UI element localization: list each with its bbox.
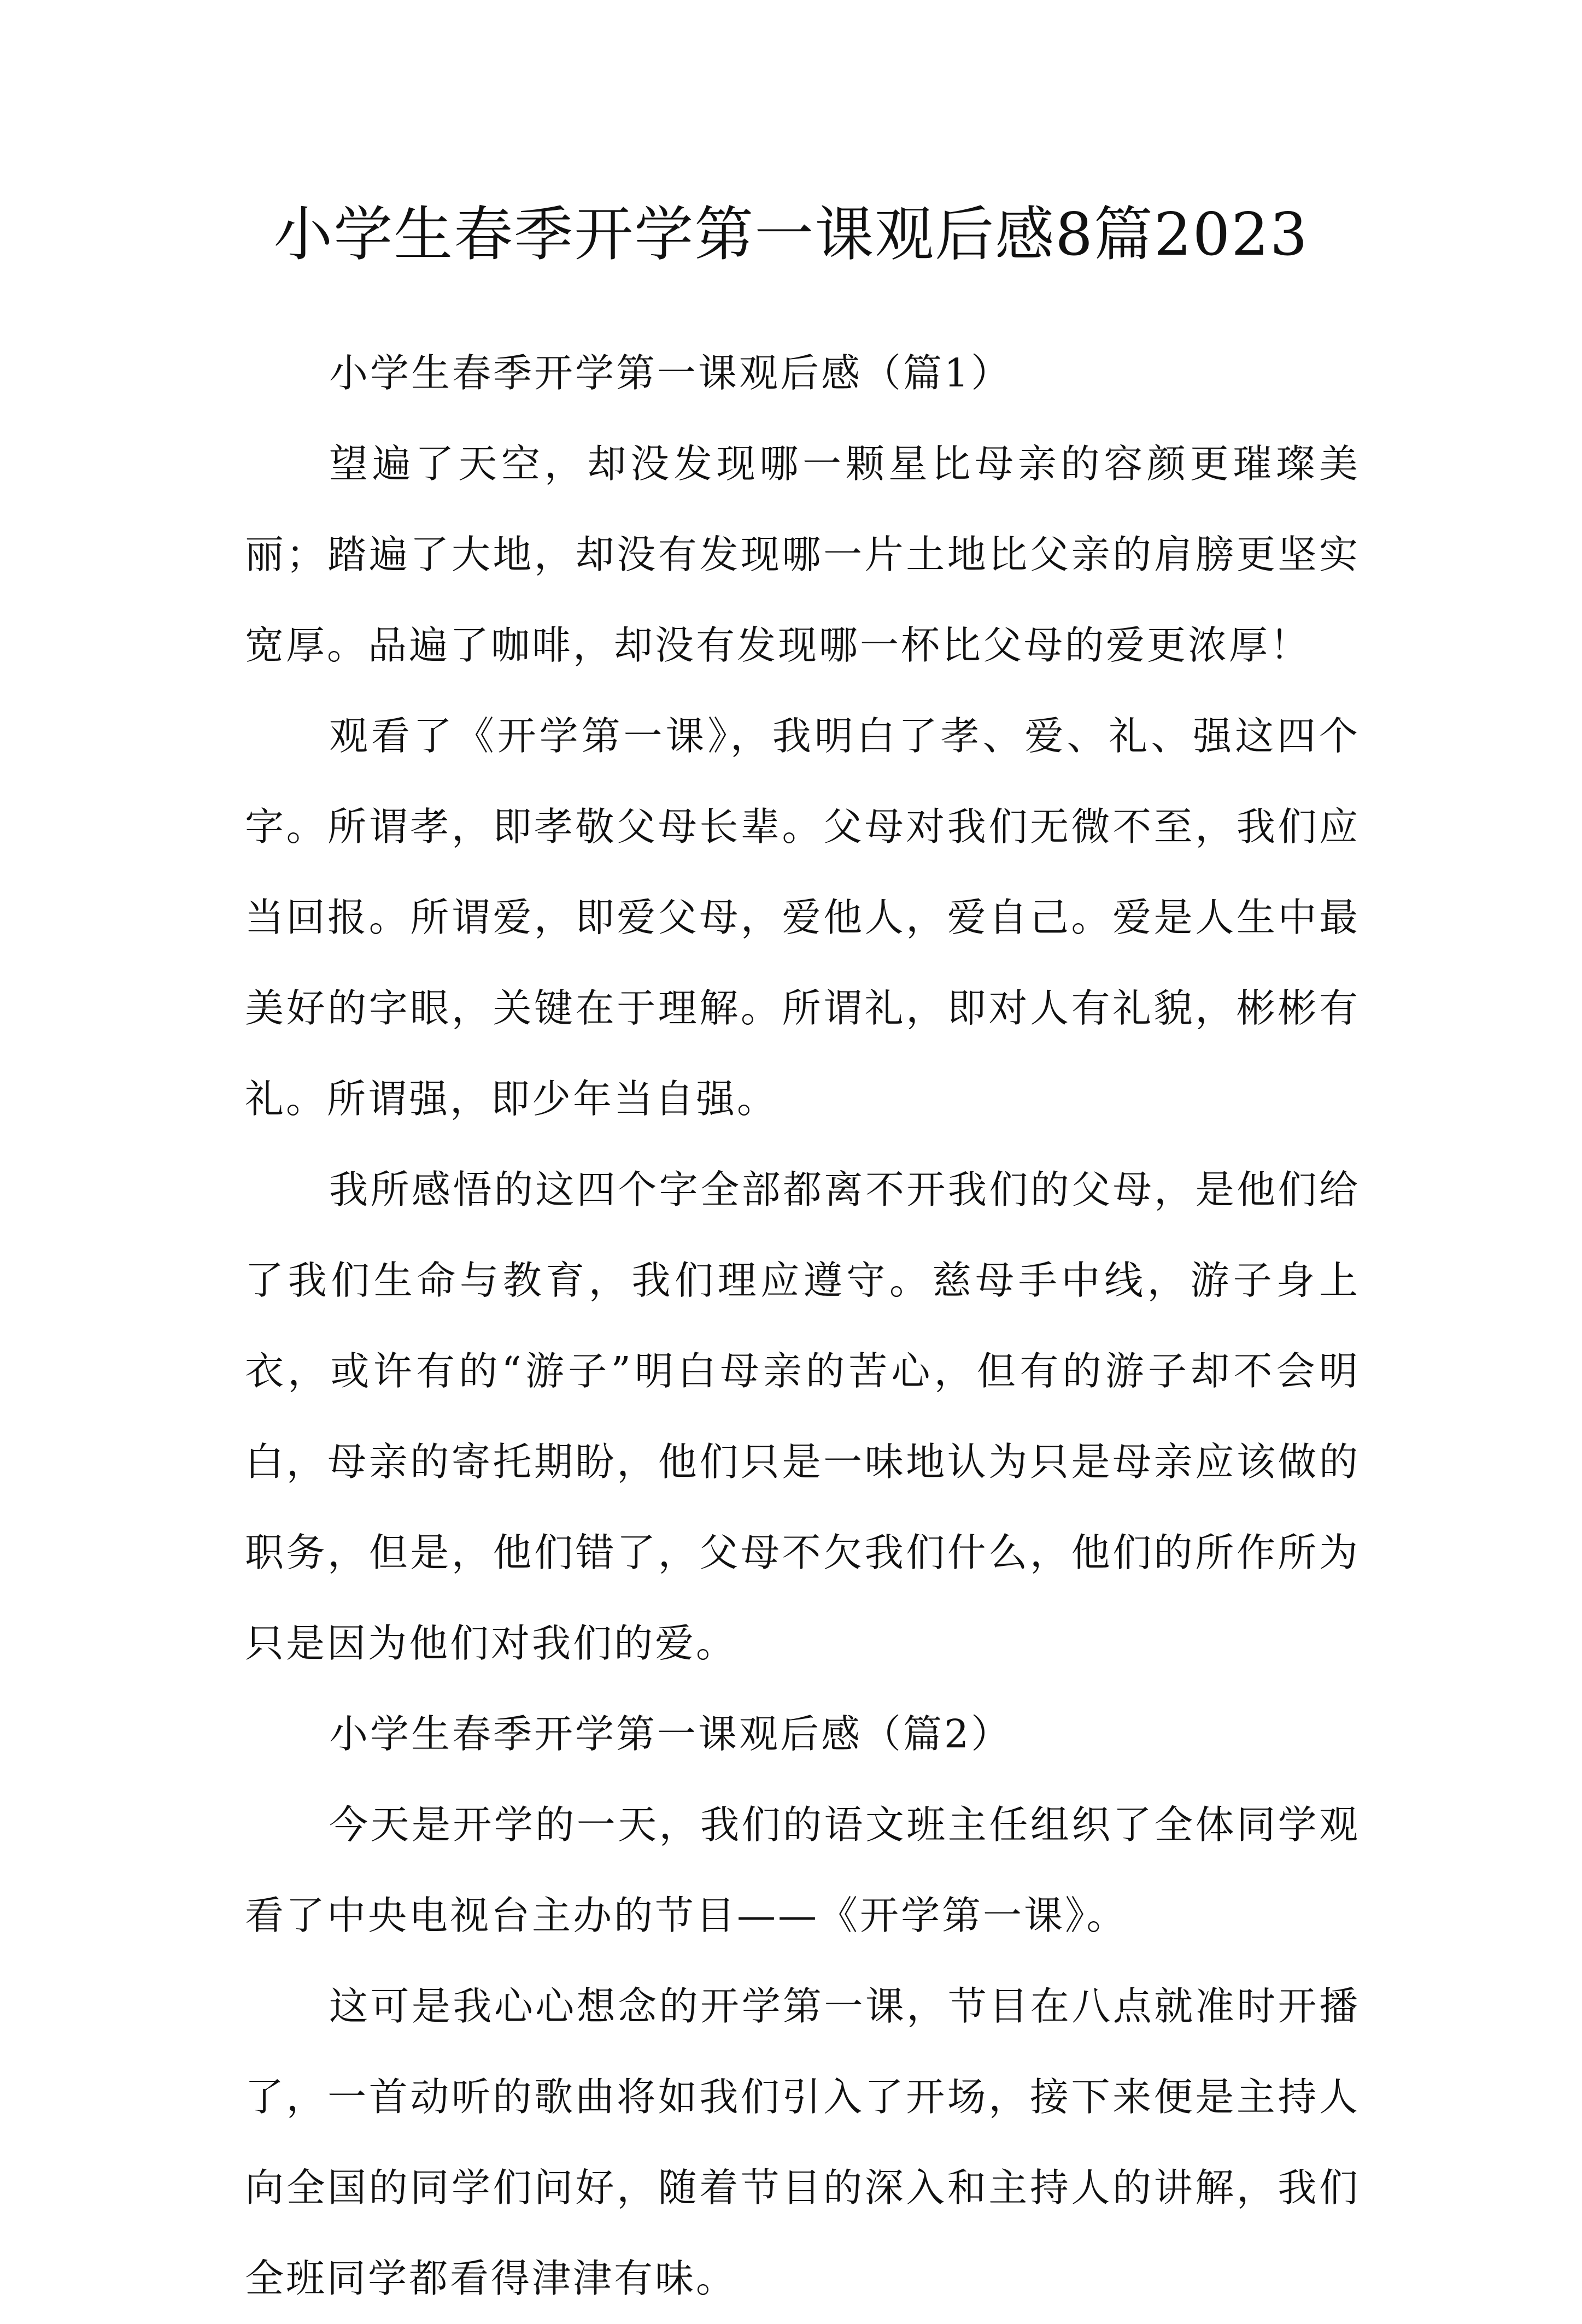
paragraph: 观看了《开学第一课》，我明白了孝、爱、礼、强这四个字。所谓孝，即孝敬父母长辈。父母对我们无微不至，我们应当回报。所谓爱，即爱父母，爱他人，爱自己。爱是人生中最美好的字眼，关键在于理解。所谓礼，即对人有礼貌，彬彬有礼。所谓强，即少年当自强。: [245, 713, 1360, 1122]
document-body: [245, 328, 1360, 2324]
essay-section-2: [245, 1689, 1360, 2324]
section-heading: 小学生春季开学第一课观后感（篇2）: [329, 1711, 1012, 1757]
paragraph: 今天是开学的一天，我们的语文班主任组织了全体同学观看了中央电视台主办的节目——《开学第一课》。: [245, 1802, 1360, 1938]
essay-section-1: [245, 328, 1360, 1689]
paragraph: 我所感悟的这四个字全部都离不开我们的父母，是他们给了我们生命与教育，我们理应遵守。慈母手中线，游子身上衣，或许有的“游子”明白母亲的苦心，但有的游子却不会明白，母亲的寄托期盼，他们只是一味地认为只是母亲应该做的职务，但是，他们错了，父母不欠我们什么，他们的所作所为只是因为他们对我们的爱。: [245, 1167, 1360, 1666]
section-heading: 小学生春季开学第一课观后感（篇1）: [329, 350, 1012, 396]
document-title: 小学生春季开学第一课观后感8篇2023: [273, 201, 1309, 269]
paragraph: 望遍了天空，却没发现哪一颗星比母亲的容颜更璀璨美丽；踏遍了大地，却没有发现哪一片土地比父亲的肩膀更坚实宽厚。品遍了咖啡，却没有发现哪一杯比父母的爱更浓厚！: [245, 441, 1360, 668]
paragraph: 这可是我心心想念的开学第一课，节目在八点就准时开播了，一首动听的歌曲将如我们引入了开场，接下来便是主持人向全国的同学们问好，随着节目的深入和主持人的讲解，我们全班同学都看得津津有味。: [245, 1983, 1360, 2301]
